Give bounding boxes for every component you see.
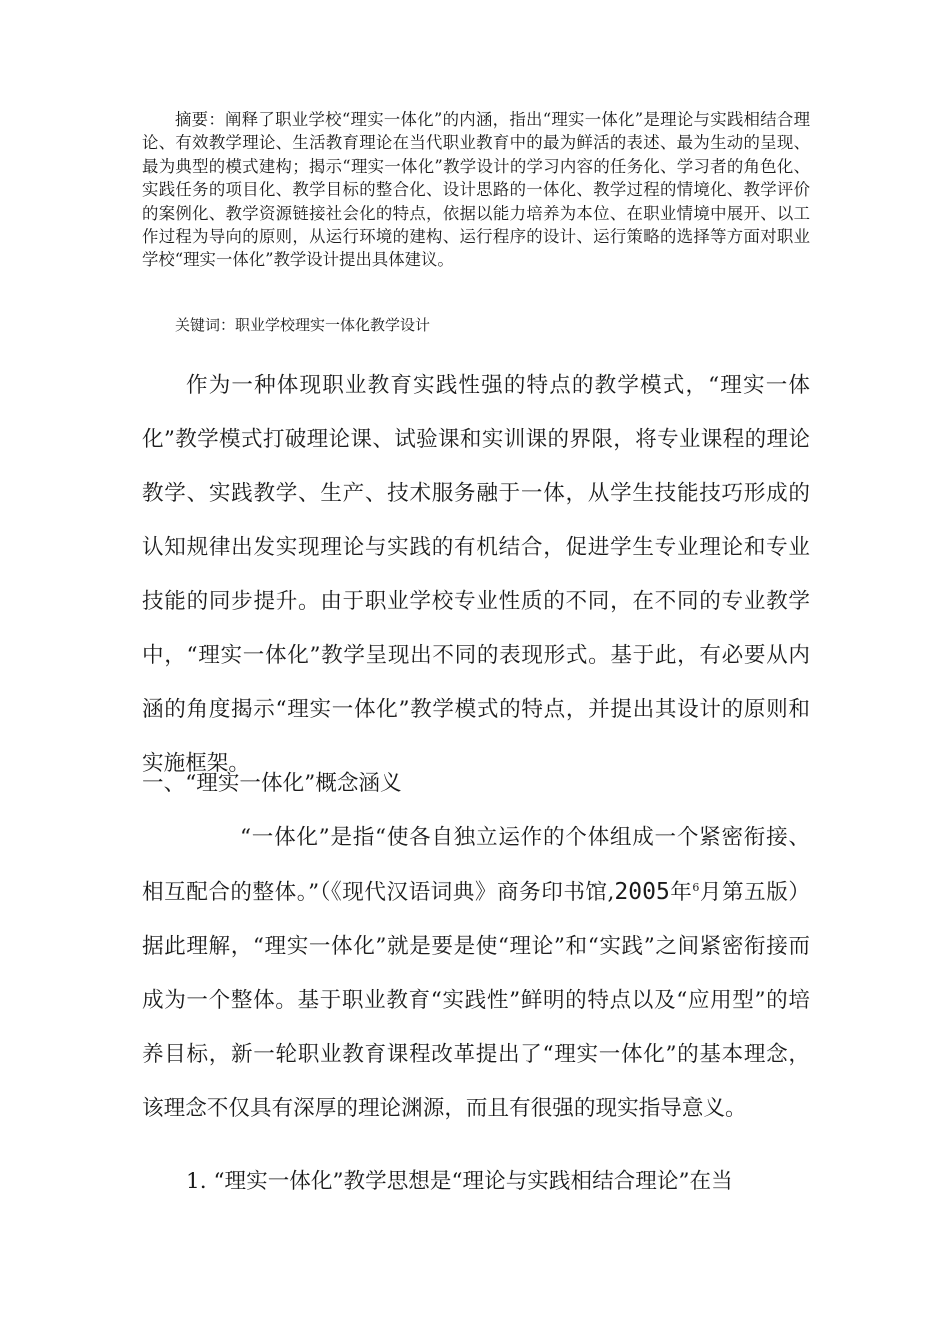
section-paragraph-part-b: 月第五版）据此理解，“理实一体化”就是要是使“理论”和“实践”之间紧密衔接而成为一个整体。基于职业教育“实践性”鲜明的特点以及“应用型”的培养目标，新一轮职业教育课程改革提出了“理实一体化”的基本理念，该理念不仅具有深厚的理论渊源，而且有很强的现实指导意义。: [142, 880, 810, 1121]
abstract-paragraph: 摘要：阐释了职业学校“理实一体化”的内涵，指出“理实一体化”是理论与实践相结合理论、有效教学理论、生活教育理论在当代职业教育中的最为鲜活的表述、最为生动的呈现、最为典型的模式建构；揭示“理实一体化”教学设计的学习内容的任务化、学习者的角色化、实践任务的项目化、教学目标的整合化、设计思路的一体化、教学过程的情境化、教学评价的案例化、教学资源链接社会化的特点，依据以能力培养为本位、在职业情境中展开、以工作过程为导向的原则，从运行环境的建构、运行程序的设计、运行策略的选择等方面对职业学校“理实一体化”教学设计提出具体建议。: [142, 110, 810, 270]
section-heading: 一、“理实一体化”概念涵义: [142, 771, 402, 796]
keywords-line: 关键词：职业学校理实一体化教学设计: [175, 316, 431, 334]
intro-paragraph: 作为一种体现职业教育实践性强的特点的教学模式，“理实一体化”教学模式打破理论课、试验课和实训课的界限，将专业课程的理论教学、实践教学、生产、技术服务融于一体，从学生技能技巧形成的认知规律出发实现理论与实践的有机结合，促进学生专业理论和专业技能的同步提升。由于职业学校专业性质的不同，在不同的专业教学中，“理实一体化”教学呈现出不同的表现形式。基于此，有必要从内涵的角度揭示“理实一体化”教学模式的特点，并提出其设计的原则和实施框架。: [142, 373, 810, 776]
footnote-mark: 6: [692, 880, 700, 894]
year-unit: 年: [669, 880, 693, 905]
section-paragraph: [142, 811, 810, 1136]
section-paragraph-part-a: “一体化”是指“使各自独立运作的个体组成一个紧密衔接、相互配合的整体。”（《现代汉语词典》商务印书馆,: [142, 825, 810, 905]
numbered-item-1: 1. “理实一体化”教学思想是“理论与实践相结合理论”在当: [186, 1169, 733, 1194]
year-number: 2005: [614, 879, 670, 905]
